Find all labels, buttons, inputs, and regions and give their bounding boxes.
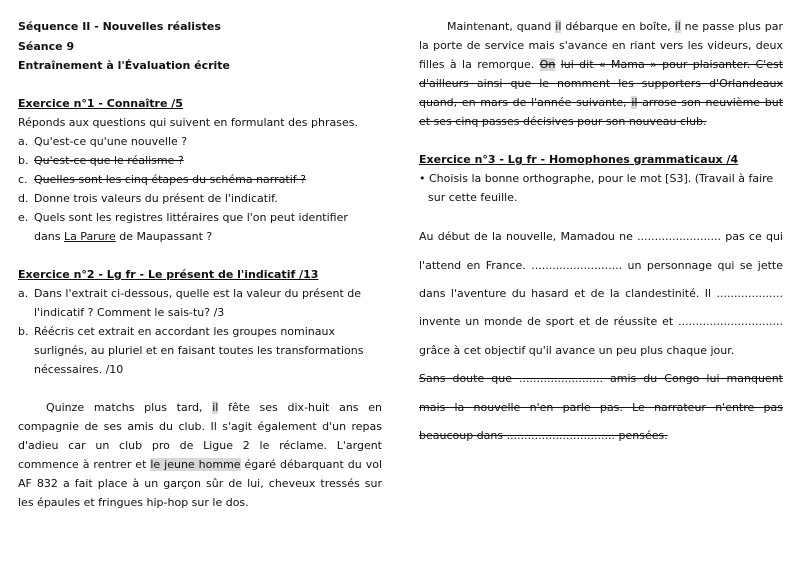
passage-text: quand, en mars de l'année suivante,: [419, 96, 627, 109]
passage-text: égaré débarquant du vol: [244, 458, 382, 471]
passage-line: d'adieu car un club pro de Ligue 2 le réclame. L'argent: [18, 439, 382, 452]
question-d: [18, 192, 382, 205]
passage-text: Quinze matchs plus tard,: [46, 401, 203, 414]
passage-text: Maintenant, quand: [447, 20, 552, 33]
passage-text: lui dit « Mama » pour plaisanter. C'est: [560, 58, 783, 71]
question-text: dans: [34, 230, 64, 243]
passage-line: [18, 455, 382, 474]
question-text: Qu'est-ce qu'une nouvelle ?: [34, 135, 188, 148]
exercise-2-title: Exercice n°2 - Lg fr - Le présent de l'indicatif /13: [18, 268, 319, 281]
highlighted-word: il: [631, 96, 638, 109]
question-label: b.: [18, 154, 29, 167]
passage-line: d'ailleurs ainsi que le nomment les supporters d'Orlandeaux: [419, 77, 783, 90]
passage-text: commence à rentrer et: [18, 458, 147, 471]
answer-line: beaucoup dans ............................... pensées.: [419, 429, 668, 442]
answer-line: l'attend en France. .......................... un personnage qui se jette: [419, 259, 783, 272]
highlighted-word: il: [674, 20, 681, 33]
exercise-3-instruction: [419, 172, 773, 185]
highlighted-word: On: [539, 58, 556, 71]
question-e: [18, 211, 382, 224]
question-label: d.: [18, 192, 29, 205]
exercise-1-intro: Réponds aux questions qui suivent en formulant des phrases.: [18, 116, 358, 129]
page-title: Entraînement à l'Évaluation écrite: [18, 59, 231, 72]
question-2a: [18, 287, 382, 300]
question-text: Qu'est-ce que le réalisme ?: [34, 154, 184, 167]
exercise-3-instruction-continued: sur cette feuille.: [428, 191, 518, 204]
highlighted-word: il: [555, 20, 562, 33]
passage-text: arrose son neuvième but: [642, 96, 783, 109]
question-label: e.: [18, 211, 29, 224]
passage-line: [419, 17, 783, 36]
question-b: [18, 154, 382, 167]
seance-heading: Séance 9: [18, 40, 75, 53]
passage-line: AF 832 a fait place à un garçon sûr de lui, cheveux tressés sur: [18, 477, 382, 490]
question-c: [18, 173, 382, 186]
question-text: Quelles sont les cinq étapes du schéma narratif ?: [34, 173, 306, 186]
answer-line: dans l'aventure du hasard et de la clandestinité. Il ...................: [419, 287, 783, 300]
passage-line: [419, 93, 783, 112]
exercise-1-title: Exercice n°1 - Connaître /5: [18, 97, 183, 110]
question-label: a.: [18, 135, 29, 148]
answer-line: Au début de la nouvelle, Mamadou ne ........................ pas ce qui: [419, 230, 783, 243]
question-e-continued: [18, 230, 398, 243]
question-text: Donne trois valeurs du présent de l'indicatif.: [34, 192, 278, 205]
book-title: La Parure: [63, 230, 116, 243]
passage-line: et ses cinq passes décisives pour son nouveau club.: [419, 115, 707, 128]
question-2b-continued: surlignés, au pluriel et en faisant toutes les transformations: [34, 344, 364, 357]
question-label: c.: [18, 173, 28, 186]
question-2a-continued: l'indicatif ? Comment le sais-tu? /3: [34, 306, 225, 319]
answer-line: invente un monde de sport et de réussite et ..............................: [419, 315, 783, 328]
passage-line: la porte de service mais s'avance en riant vers les videurs, deux: [419, 39, 783, 52]
exercise-3-title: Exercice n°3 - Lg fr - Homophones grammaticaux /4: [419, 153, 739, 166]
passage-text: fête ses dix-huit ans en: [228, 401, 382, 414]
passage-line: les épaules et fringues hip-hop sur le dos.: [18, 496, 249, 509]
answer-line: mais la nouvelle n'en parle pas. Le narrateur n'entre pas: [419, 401, 783, 414]
passage-text: débarque en boîte,: [565, 20, 671, 33]
instruction-text: Choisis la bonne orthographe, pour le mot [S3]. (Travail à faire: [429, 172, 774, 185]
question-text: de Maupassant ?: [115, 230, 213, 243]
question-text: Dans l'extrait ci-dessous, quelle est la valeur du présent de: [34, 287, 362, 300]
answer-line: grâce à cet objectif qu'il avance un peu plus chaque jour.: [419, 344, 735, 357]
passage-line: [419, 55, 783, 74]
question-text: Quels sont les registres littéraires que l'on peut identifier: [34, 211, 348, 224]
answer-line: Sans doute que ........................ amis du Congo lui manquent: [419, 372, 783, 385]
passage-line: [18, 398, 382, 417]
passage-text: filles à la remorque.: [419, 58, 535, 71]
bullet-icon: •: [419, 172, 426, 185]
question-2b-continued-2: nécessaires. /10: [34, 363, 124, 376]
question-label: b.: [18, 325, 29, 338]
question-label: a.: [18, 287, 29, 300]
question-2b: [18, 325, 382, 338]
highlighted-group: le jeune homme: [150, 458, 241, 471]
passage-line: compagnie de ses amis du club. Il s'agit également d'un repas: [18, 420, 382, 433]
highlighted-word: il: [212, 401, 219, 414]
passage-text: ne passe plus par: [684, 20, 783, 33]
sequence-heading: Séquence II - Nouvelles réalistes: [18, 20, 221, 33]
question-a: [18, 135, 382, 148]
question-text: Réécris cet extrait en accordant les groupes nominaux: [34, 325, 335, 338]
